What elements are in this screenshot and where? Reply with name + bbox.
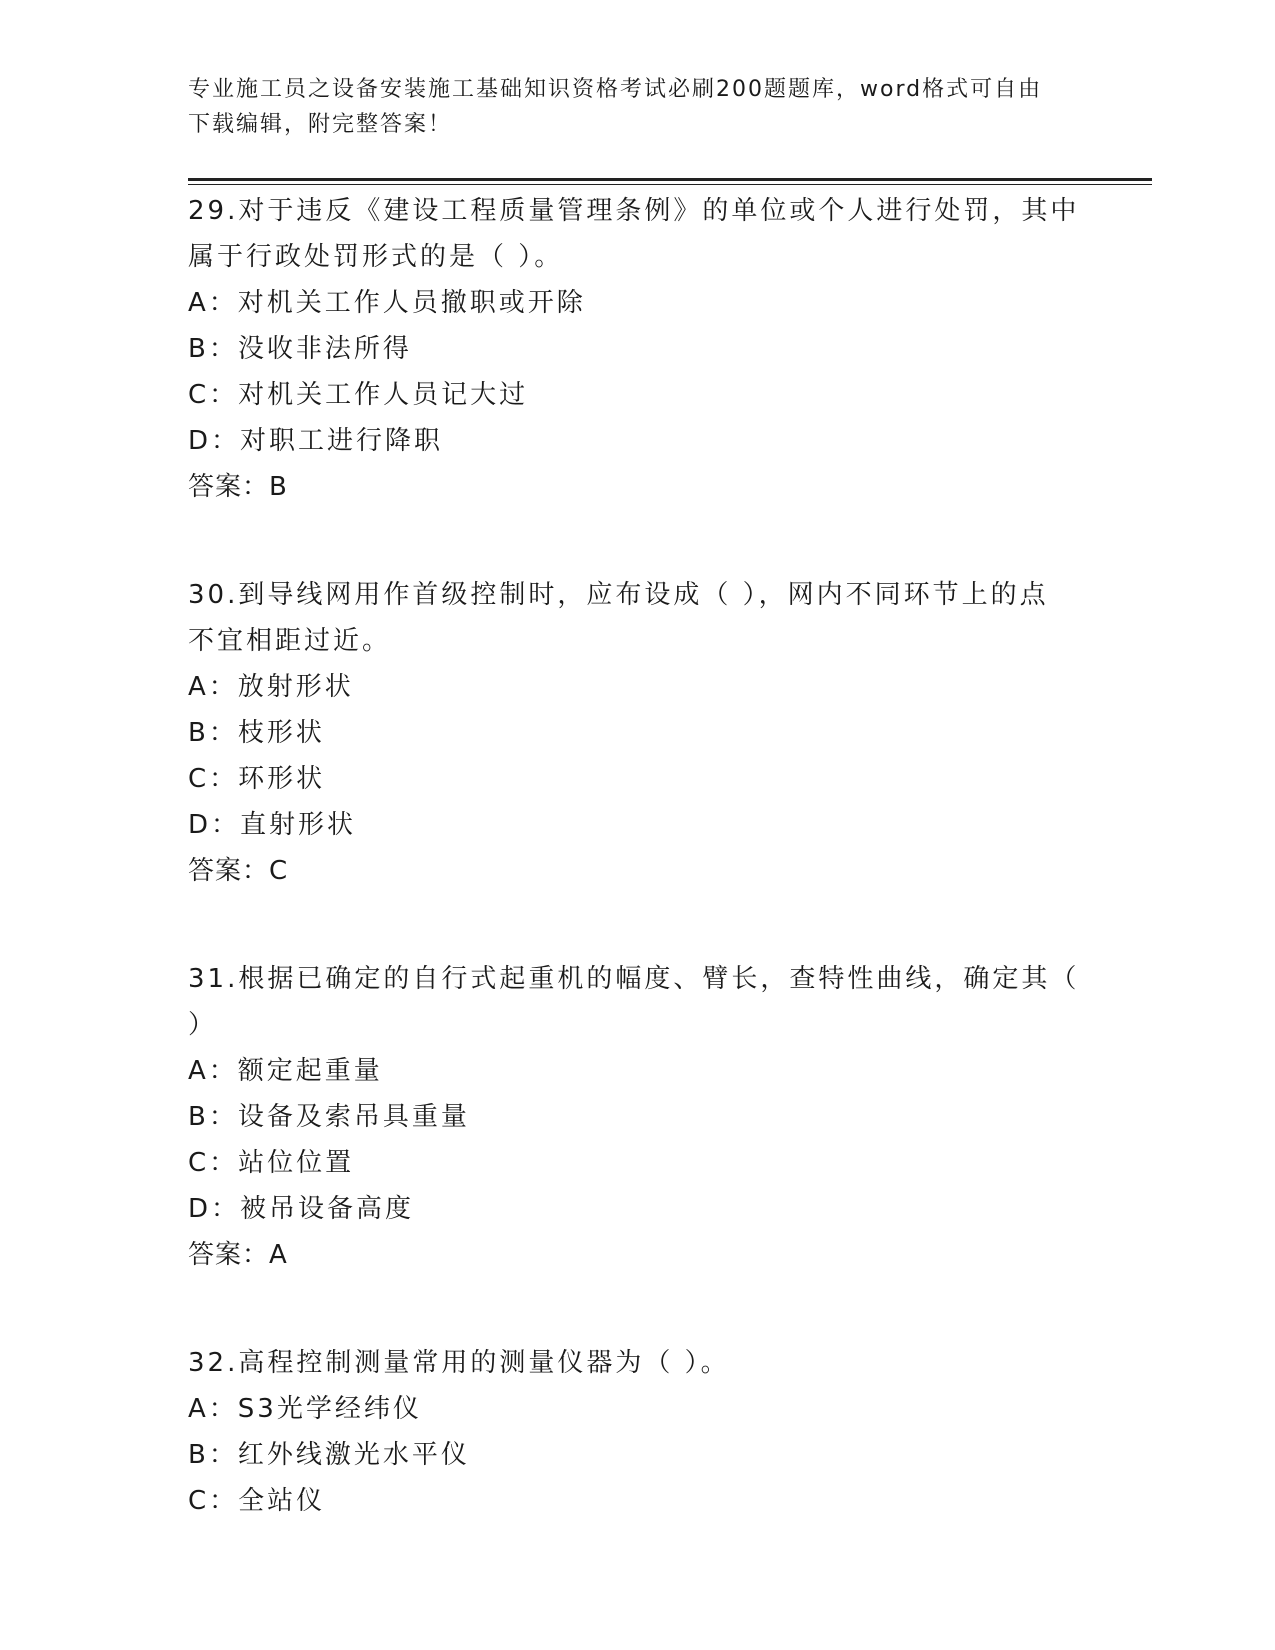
header-line-1: 专业施工员之设备安装施工基础知识资格考试必刷200题题库，word格式可自由 [188,77,1043,102]
question-stem-continued: 不宜相距过近。 [188,626,392,656]
option-c: C：全站仪 [188,1486,326,1516]
option-b: B：没收非法所得 [188,334,412,364]
question-gap [188,510,1088,572]
question-30 [188,572,1088,894]
question-stem-continued: ） [188,1010,218,1040]
question-gap [188,894,1088,956]
question-stem: 31.根据已确定的自行式起重机的幅度、臂长，查特性曲线，确定其（ [188,964,1080,994]
option-d: D：被吊设备高度 [188,1194,415,1224]
question-32 [188,1340,1088,1524]
answer-line: 答案：B [188,472,288,502]
option-a: A：S3光学经纬仪 [188,1394,422,1424]
question-31 [188,956,1088,1278]
answer-line: 答案：A [188,1240,288,1270]
option-a: A：额定起重量 [188,1056,383,1086]
option-a: A：对机关工作人员撤职或开除 [188,288,586,318]
question-stem: 29.对于违反《建设工程质量管理条例》的单位或个人进行处罚，其中 [188,196,1080,226]
option-d: D：直射形状 [188,810,357,840]
question-stem: 32.高程控制测量常用的测量仪器为（ ）。 [188,1348,730,1378]
option-c: C：对机关工作人员记大过 [188,380,529,410]
header-line-2: 下载编辑，附完整答案！ [188,112,453,137]
option-b: B：红外线激光水平仪 [188,1440,470,1470]
question-stem-continued: 属于行政处罚形式的是（ ）。 [188,242,564,272]
question-29 [188,188,1088,510]
question-list [188,188,1088,1524]
option-d: D：对职工进行降职 [188,426,444,456]
document-header [188,72,1068,142]
option-a: A：放射形状 [188,672,354,702]
option-b: B：设备及索吊具重量 [188,1102,470,1132]
option-c: C：站位位置 [188,1148,355,1178]
option-c: C：环形状 [188,764,326,794]
option-b: B：枝形状 [188,718,325,748]
question-gap [188,1278,1088,1340]
header-divider-thick [188,178,1152,181]
answer-line: 答案：C [188,856,289,886]
header-divider-thin [188,184,1152,185]
question-stem: 30.到导线网用作首级控制时，应布设成（ ），网内不同环节上的点 [188,580,1049,610]
